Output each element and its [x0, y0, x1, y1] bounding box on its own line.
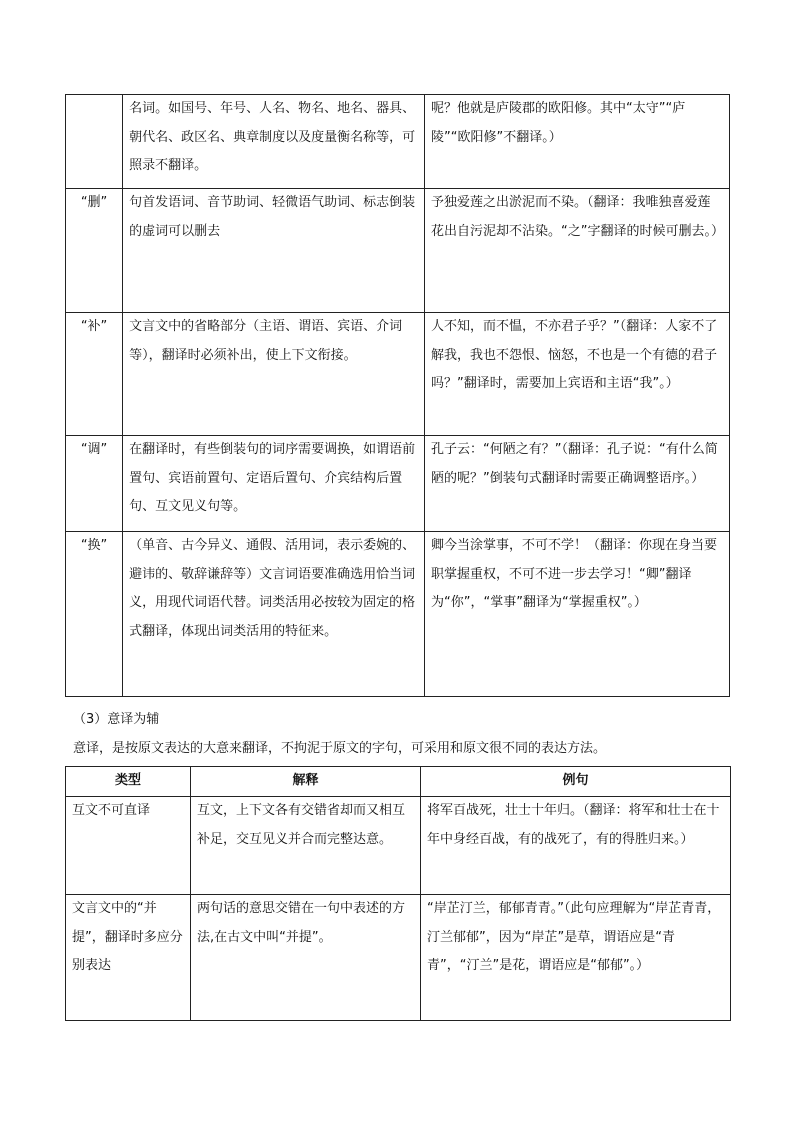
- translation-methods-table: [65, 94, 730, 697]
- method-example: 人不知，而不愠，不亦君子乎？”（翻译：人家不了解我，我也不怨恨、恼怒，不也是一个有德的君子吗？”翻译时，需要加上宾语和主语“我”。）: [425, 313, 730, 436]
- table-row: [66, 532, 730, 697]
- method-explanation: 名词。如国号、年号、人名、物名、地名、器具、朝代名、政区名、典章制度以及度量衡名称等，可照录不翻译。: [123, 95, 425, 189]
- method-term: “补”: [66, 313, 123, 436]
- free-translation-table: [65, 766, 731, 1021]
- row-type: 互文不可直译: [66, 797, 191, 895]
- section-description: 意译，是按原文表达的大意来翻译，不拘泥于原文的字句，可采用和原文很不同的表达方法。: [73, 741, 607, 756]
- row-explanation: 两句话的意思交错在一句中表述的方法,在古文中叫“并提”。: [191, 895, 421, 1021]
- method-example: 孔子云：“何陋之有？”（翻译：孔子说：“有什么简陋的呢？”倒装句式翻译时需要正确调整语序。）: [425, 436, 730, 532]
- column-header-explanation: 解释: [191, 767, 421, 797]
- method-example: 卿今当涂掌事，不可不学！（翻译：你现在身当要职掌握重权，不可不进一步去学习！“卿”翻译为“你”，“掌事”翻译为“掌握重权”。）: [425, 532, 730, 697]
- table-row: [66, 189, 730, 313]
- section-heading: （3）意译为辅: [73, 712, 160, 727]
- table-row: [66, 436, 730, 532]
- method-example: 予独爱莲之出淤泥而不染。（翻译：我唯独喜爱莲花出自污泥却不沾染。“之”字翻译的时候可删去。）: [425, 189, 730, 313]
- method-term: “删”: [66, 189, 123, 313]
- row-example: “岸芷汀兰，郁郁青青。”（此句应理解为“岸芷青青，汀兰郁郁”，因为“岸芷”是草，谓语应是“青青”，“汀兰”是花，谓语应是“郁郁”。）: [421, 895, 731, 1021]
- method-term: “换”: [66, 532, 123, 697]
- table-header-row: [66, 767, 731, 797]
- table-row: [66, 797, 731, 895]
- table-row: [66, 313, 730, 436]
- method-explanation: 在翻译时，有些倒装句的词序需要调换，如谓语前置句、宾语前置句、定语后置句、介宾结构后置句、互文见义句等。: [123, 436, 425, 532]
- method-explanation: 句首发语词、音节助词、轻微语气助词、标志倒装的虚词可以删去: [123, 189, 425, 313]
- method-explanation: 文言文中的省略部分（主语、谓语、宾语、介词等），翻译时必须补出，使上下文衔接。: [123, 313, 425, 436]
- method-explanation: （单音、古今异义、通假、活用词，表示委婉的、避讳的、敬辞谦辞等）文言词语要准确选用恰当词义，用现代词语代替。词类活用必按较为固定的格式翻译，体现出词类活用的特征来。: [123, 532, 425, 697]
- method-example: 呢？他就是庐陵郡的欧阳修。其中“太守”“庐陵”“欧阳修”不翻译。）: [425, 95, 730, 189]
- table-row: [66, 895, 731, 1021]
- method-term: [66, 95, 123, 189]
- column-header-type: 类型: [66, 767, 191, 797]
- row-example: 将军百战死，壮士十年归。（翻译：将军和壮士在十年中身经百战，有的战死了，有的得胜归来。）: [421, 797, 731, 895]
- method-term: “调”: [66, 436, 123, 532]
- row-explanation: 互文，上下文各有交错省却而又相互补足，交互见义并合而完整达意。: [191, 797, 421, 895]
- column-header-example: 例句: [421, 767, 731, 797]
- row-type: 文言文中的“并提”，翻译时多应分别表达: [66, 895, 191, 1021]
- table-row: [66, 95, 730, 189]
